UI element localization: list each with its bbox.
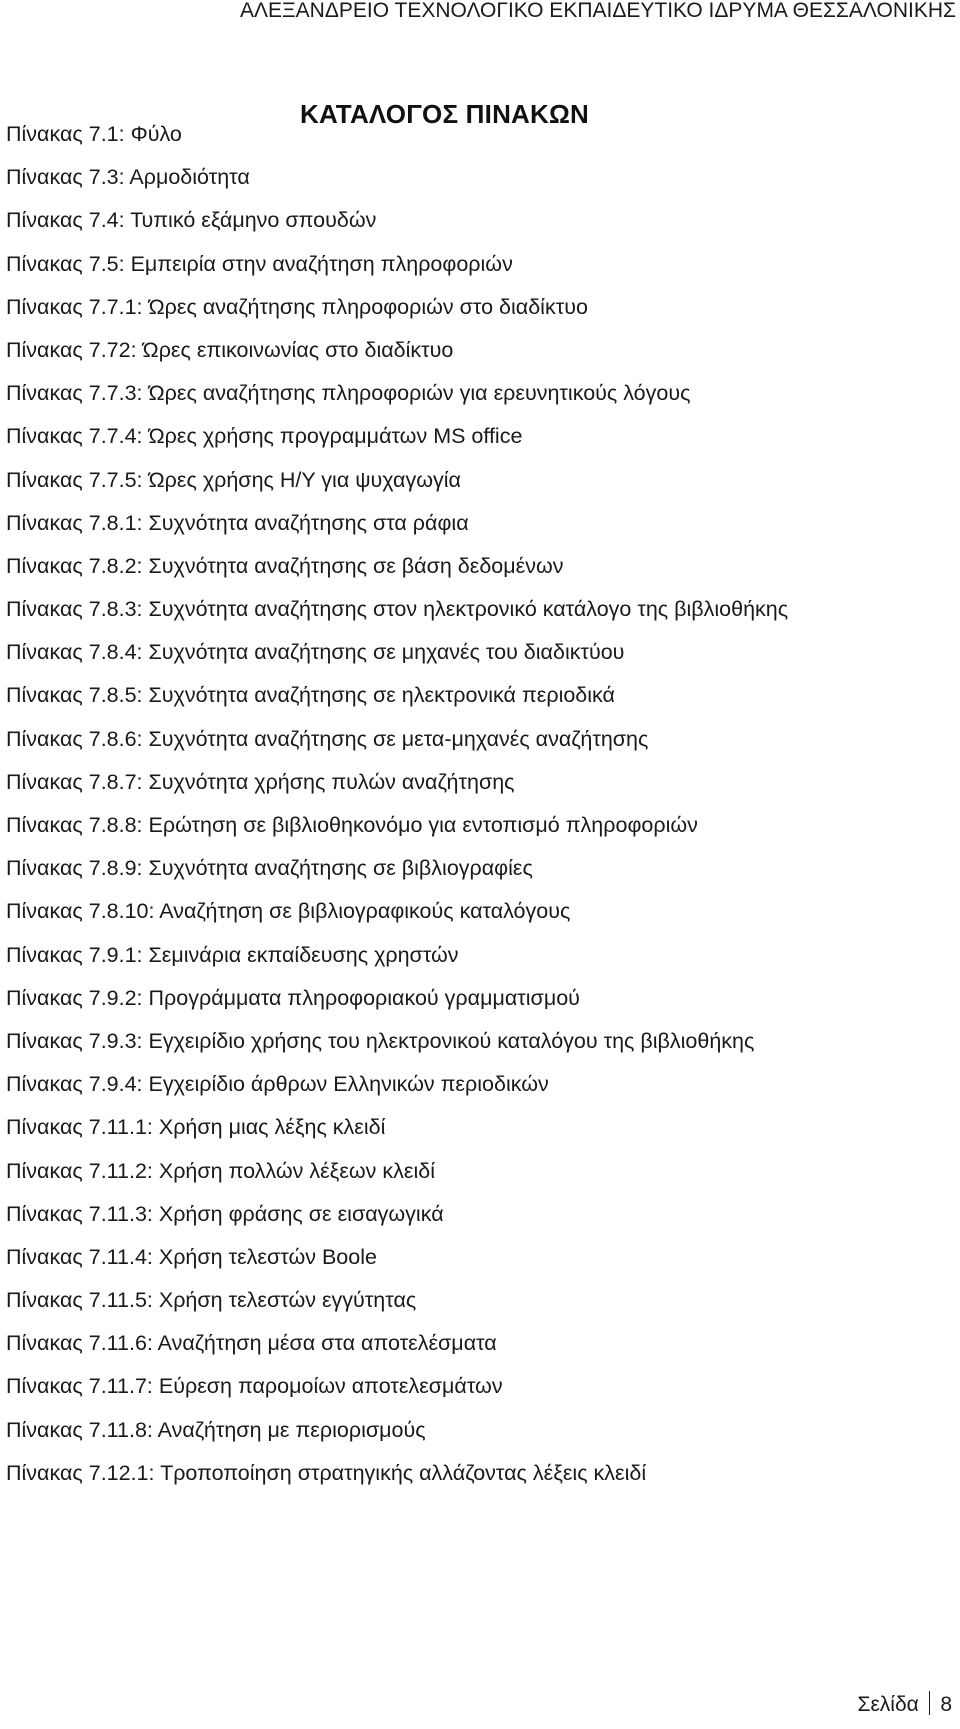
list-item: Πίνακας 7.4: Τυπικό εξάμηνο σπουδών bbox=[6, 208, 377, 233]
page-title: ΚΑΤΑΛΟΓΟΣ ΠΙΝΑΚΩΝ bbox=[300, 99, 590, 130]
page-label: Σελίδα bbox=[857, 1693, 919, 1716]
list-item: Πίνακας 7.12.1: Τροποποίηση στρατηγικής αλλάζοντας λέξεις κλειδί bbox=[6, 1460, 647, 1485]
list-item: Πίνακας 7.5: Εμπειρία στην αναζήτηση πληροφοριών bbox=[6, 251, 513, 276]
running-header bbox=[0, 0, 960, 34]
list-item: Πίνακας 7.9.4: Εγχειρίδιο άρθρων Ελληνικών περιοδικών bbox=[6, 1072, 549, 1097]
list-item: Πίνακας 7.1: Φύλο bbox=[6, 122, 182, 146]
list-item: Πίνακας 7.11.3: Χρήση φράσης σε εισαγωγικά bbox=[6, 1201, 444, 1226]
footer-separator bbox=[929, 1691, 931, 1715]
list-item: Πίνακας 7.8.6: Συχνότητα αναζήτησης σε μετα-μηχανές αναζήτησης bbox=[6, 726, 649, 751]
list-item: Πίνακας 7.9.3: Εγχειρίδιο χρήσης του ηλεκτρονικού καταλόγου της βιβλιοθήκης bbox=[6, 1028, 755, 1053]
list-item: Πίνακας 7.8.8: Ερώτηση σε βιβλιοθηκονόμο για εντοπισμό πληροφοριών bbox=[6, 813, 698, 837]
list-item: Πίνακας 7.8.9: Συχνότητα αναζήτησης σε βιβλιογραφίες bbox=[6, 856, 533, 881]
list-item: Πίνακας 7.11.6: Αναζήτηση μέσα στα αποτελέσματα bbox=[6, 1331, 497, 1356]
list-item: Πίνακας 7.11.5: Χρήση τελεστών εγγύτητας bbox=[6, 1288, 417, 1313]
list-item: Πίνακας 7.11.8: Αναζήτηση με περιορισμούς bbox=[6, 1417, 426, 1442]
list-item: Πίνακας 7.8.10: Αναζήτηση σε βιβλιογραφικούς καταλόγους bbox=[6, 899, 571, 924]
list-item: Πίνακας 7.3: Αρμοδιότητα bbox=[6, 165, 250, 190]
page-number: 8 bbox=[940, 1693, 952, 1716]
list-item: Πίνακας 7.8.1: Συχνότητα αναζήτησης στα ράφια bbox=[6, 510, 469, 535]
list-item: Πίνακας 7.9.2: Προγράμματα πληροφοριακού γραμματισμού bbox=[6, 985, 580, 1010]
list-item: Πίνακας 7.8.2: Συχνότητα αναζήτησης σε βάση δεδομένων bbox=[6, 553, 564, 578]
list-item: Πίνακας 7.8.7: Συχνότητα χρήσης πυλών αναζήτησης bbox=[6, 769, 515, 794]
list-item: Πίνακας 7.8.3: Συχνότητα αναζήτησης στον ηλεκτρονικό κατάλογο της βιβλιοθήκης bbox=[6, 597, 789, 622]
list-item: Πίνακας 7.9.1: Σεμινάρια εκπαίδευσης χρηστών bbox=[6, 942, 459, 967]
list-item: Πίνακας 7.7.1: Ώρες αναζήτησης πληροφοριών στο διαδίκτυο bbox=[6, 294, 588, 319]
list-item: Πίνακας 7.7.5: Ώρες χρήσης Η/Υ για ψυχαγωγία bbox=[6, 467, 461, 492]
list-item: Πίνακας 7.8.5: Συχνότητα αναζήτησης σε ηλεκτρονικά περιοδικά bbox=[6, 683, 615, 708]
list-item: Πίνακας 7.11.2: Χρήση πολλών λέξεων κλειδί bbox=[6, 1158, 436, 1183]
list-item: Πίνακας 7.7.3: Ώρες αναζήτησης πληροφοριών για ερευνητικούς λόγους bbox=[6, 381, 691, 406]
list-item: Πίνακας 7.7.4: Ώρες χρήσης προγραμμάτων MS office bbox=[6, 424, 523, 449]
list-item: Πίνακας 7.11.1: Χρήση μιας λέξης κλειδί bbox=[6, 1115, 386, 1140]
institution-name: ΑΛΕΞΑΝΔΡΕΙΟ ΤΕΧΝΟΛΟΓΙΚΟ ΕΚΠΑΙΔΕΥΤΙΚΟ ΙΔΡΥΜΑ ΘΕΣΣΑΛΟΝΙΚΗΣ bbox=[239, 0, 956, 22]
list-item: Πίνακας 7.11.4: Χρήση τελεστών Boole bbox=[6, 1244, 377, 1269]
list-item: Πίνακας 7.8.4: Συχνότητα αναζήτησης σε μηχανές του διαδικτύου bbox=[6, 640, 625, 665]
page-footer bbox=[857, 1690, 952, 1720]
list-item: Πίνακας 7.72: Ώρες επικοινωνίας στο διαδίκτυο bbox=[6, 337, 454, 362]
list-item: Πίνακας 7.11.7: Εύρεση παρομοίων αποτελεσμάτων bbox=[6, 1374, 503, 1399]
list-of-tables bbox=[6, 119, 946, 1501]
